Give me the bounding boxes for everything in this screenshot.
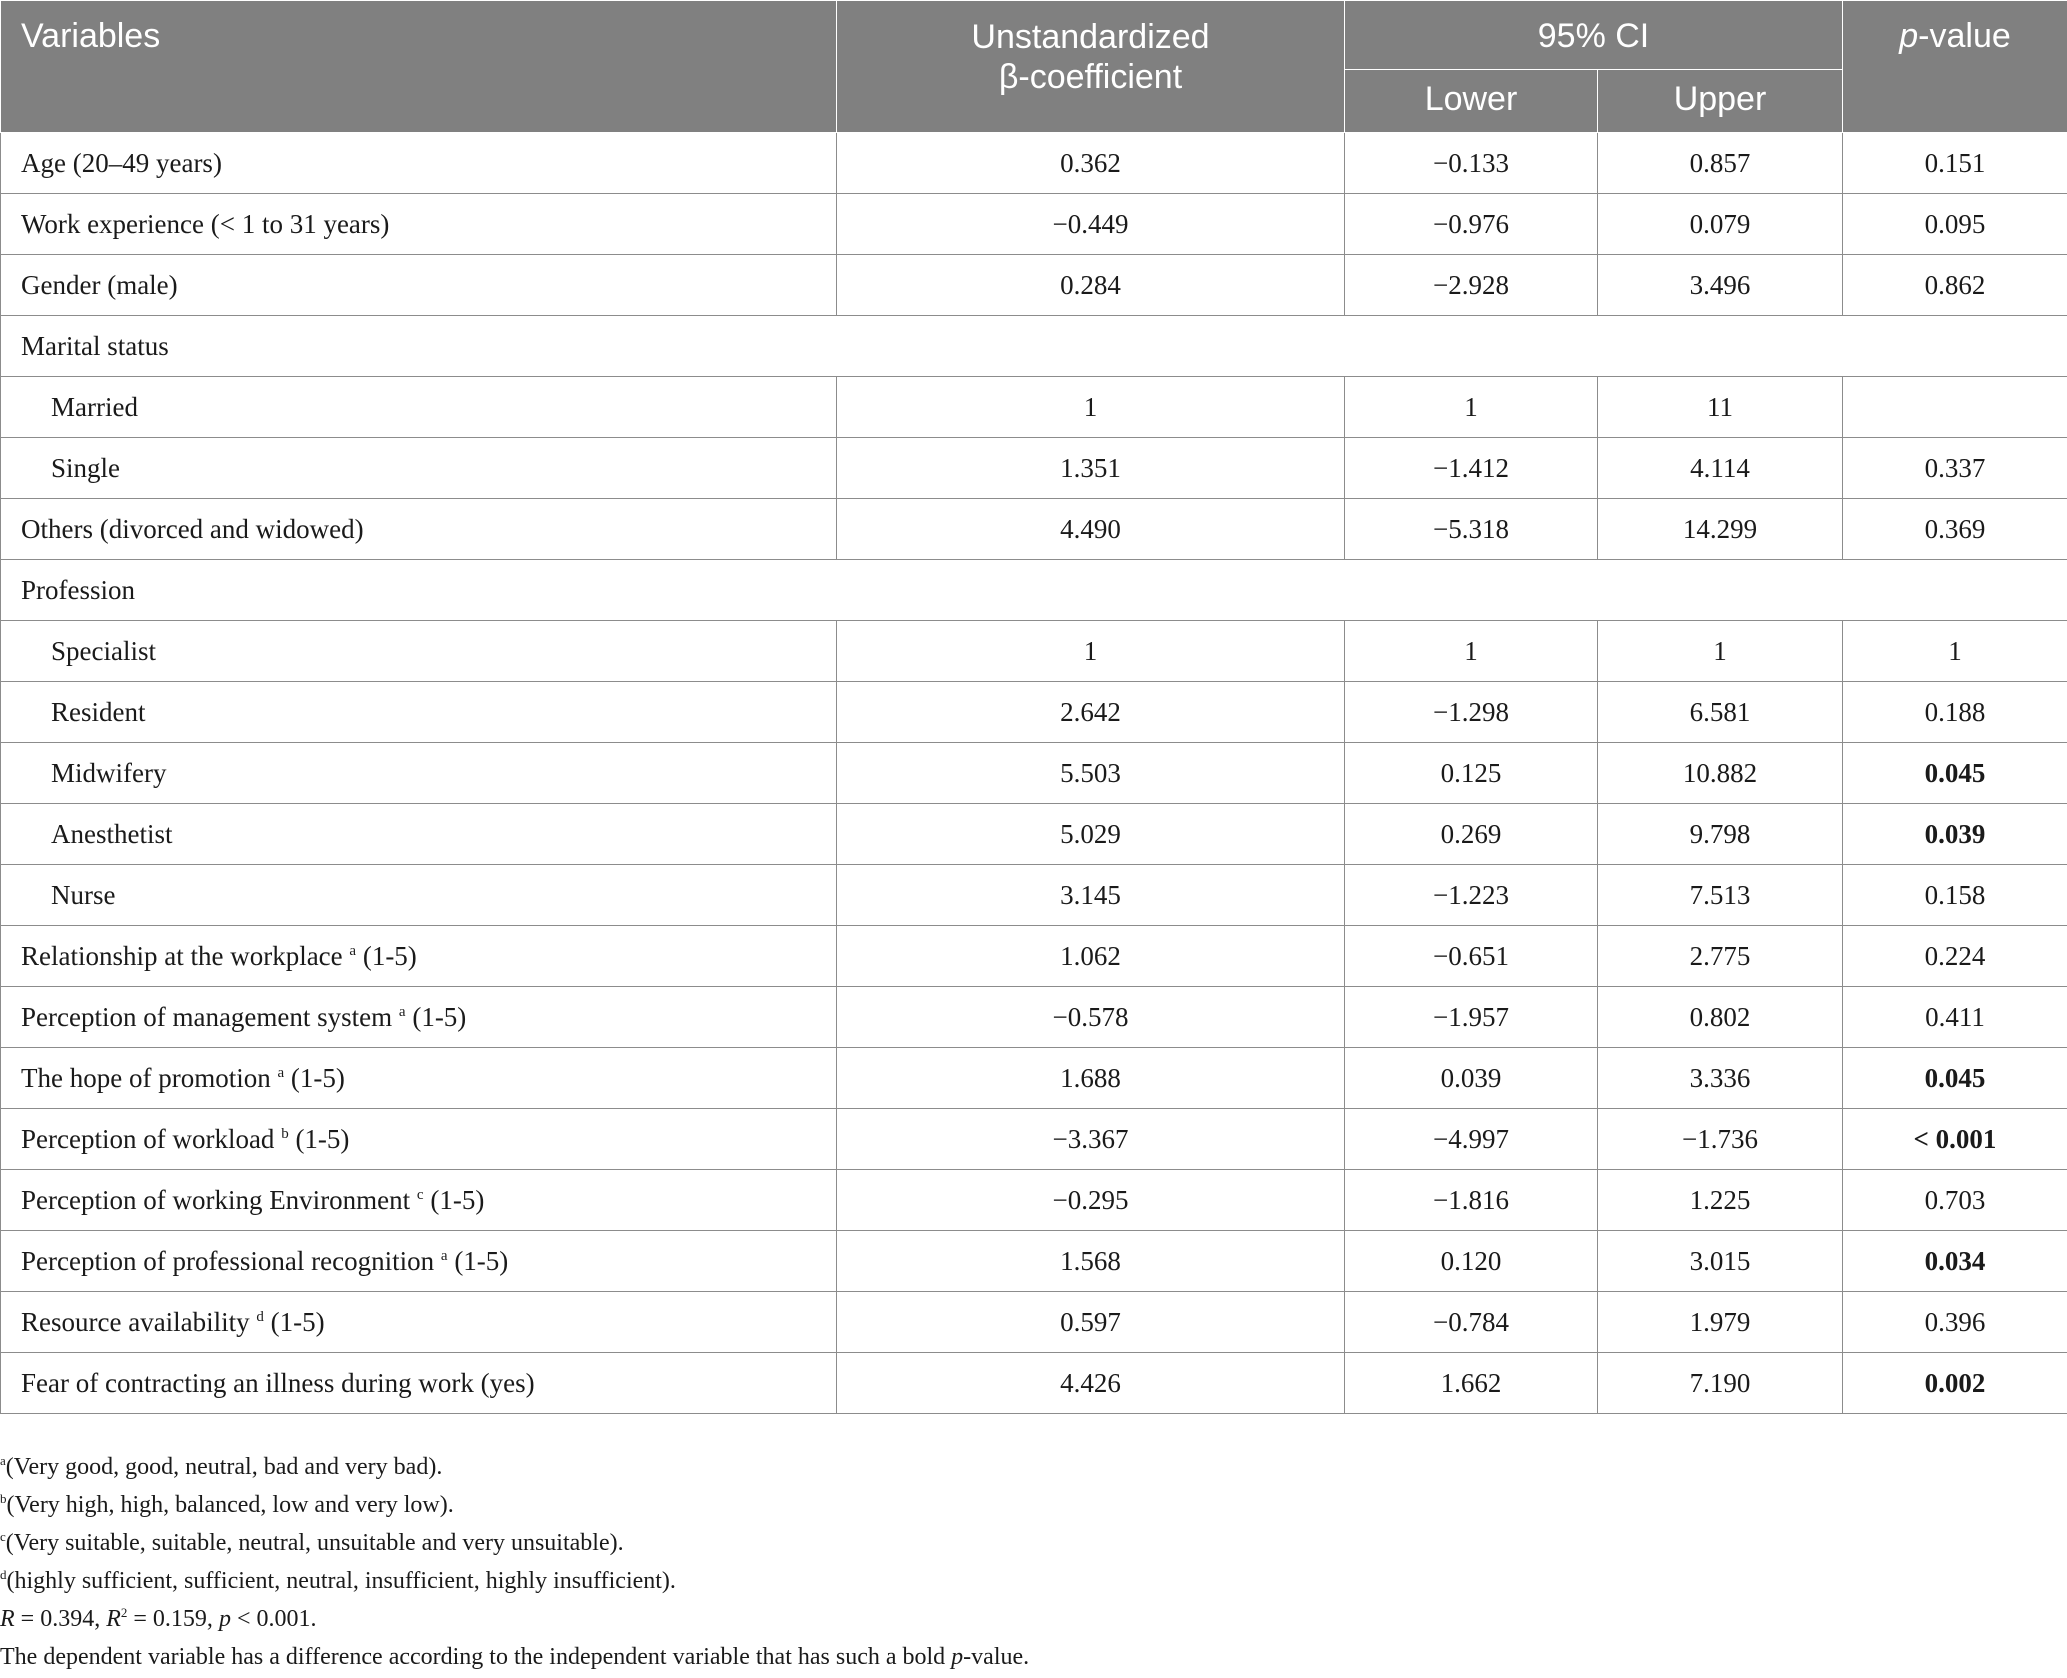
section-row-profession xyxy=(1,560,2067,621)
row-label: Resident xyxy=(1,682,837,743)
table-row xyxy=(1,865,2067,926)
cell-beta: −0.449 xyxy=(837,194,1345,255)
footnote-interpretation: The dependent variable has a difference according to the independent variable that has such a bold p-value. xyxy=(0,1644,1030,1670)
table-row xyxy=(1,621,2067,682)
cell-upper: 2.775 xyxy=(1598,926,1843,987)
row-label: Perception of professional recognition $^a$ (1-5) xyxy=(1,1231,837,1292)
row-label: Gender (male) xyxy=(1,255,837,316)
table-row xyxy=(1,1292,2067,1353)
cell-beta: 1.688 xyxy=(837,1048,1345,1109)
table-row xyxy=(1,1231,2067,1292)
cell-upper: 14.299 xyxy=(1598,499,1843,560)
cell-p: 0.862 xyxy=(1843,255,2067,316)
table-row xyxy=(1,1048,2067,1109)
table-row xyxy=(1,743,2067,804)
table-row xyxy=(1,194,2067,255)
table-row xyxy=(1,438,2067,499)
table-body xyxy=(1,133,2067,1414)
table-footnotes xyxy=(0,1448,2067,1676)
cell-upper: −1.736 xyxy=(1598,1109,1843,1170)
header-beta xyxy=(837,1,1345,133)
cell-p: 0.095 xyxy=(1843,194,2067,255)
cell-upper: 1 xyxy=(1598,621,1843,682)
cell-beta: 3.145 xyxy=(837,865,1345,926)
table-row xyxy=(1,1109,2067,1170)
table-row xyxy=(1,255,2067,316)
cell-lower: −1.957 xyxy=(1345,987,1598,1048)
cell-lower: 0.269 xyxy=(1345,804,1598,865)
cell-upper: 3.496 xyxy=(1598,255,1843,316)
cell-lower: 0.125 xyxy=(1345,743,1598,804)
cell-beta: 0.597 xyxy=(837,1292,1345,1353)
section-row-marital-status xyxy=(1,316,2067,377)
cell-p-significant: 0.034 xyxy=(1843,1231,2067,1292)
cell-p-significant: 0.045 xyxy=(1843,1048,2067,1109)
cell-lower: −0.976 xyxy=(1345,194,1598,255)
cell-beta: −0.578 xyxy=(837,987,1345,1048)
cell-lower: 1 xyxy=(1345,377,1598,438)
cell-lower: −1.298 xyxy=(1345,682,1598,743)
cell-p: 1 xyxy=(1843,621,2067,682)
cell-upper: 3.336 xyxy=(1598,1048,1843,1109)
cell-lower: −5.318 xyxy=(1345,499,1598,560)
cell-beta: 5.503 xyxy=(837,743,1345,804)
cell-beta: 1 xyxy=(837,377,1345,438)
cell-upper: 7.190 xyxy=(1598,1353,1843,1414)
cell-lower: −1.816 xyxy=(1345,1170,1598,1231)
cell-p: 0.188 xyxy=(1843,682,2067,743)
cell-lower: −0.133 xyxy=(1345,133,1598,194)
row-label: Perception of workload $^b$ (1-5) xyxy=(1,1109,837,1170)
cell-beta: −3.367 xyxy=(837,1109,1345,1170)
cell-lower: −0.651 xyxy=(1345,926,1598,987)
cell-lower: −2.928 xyxy=(1345,255,1598,316)
cell-upper: 0.857 xyxy=(1598,133,1843,194)
cell-upper: 0.079 xyxy=(1598,194,1843,255)
cell-beta: 4.426 xyxy=(837,1353,1345,1414)
cell-lower: 1 xyxy=(1345,621,1598,682)
cell-lower: 0.039 xyxy=(1345,1048,1598,1109)
cell-p-significant: 0.002 xyxy=(1843,1353,2067,1414)
table-header xyxy=(1,1,2067,133)
row-label: Married xyxy=(1,377,837,438)
cell-beta: 1.568 xyxy=(837,1231,1345,1292)
header-lower: Lower xyxy=(1345,70,1598,133)
row-label: Nurse xyxy=(1,865,837,926)
cell-upper: 11 xyxy=(1598,377,1843,438)
row-label: Age (20–49 years) xyxy=(1,133,837,194)
footnote-statistics: R = 0.394, $R^2 = 0.159$, p < 0.001. xyxy=(0,1605,317,1632)
header-variables: Variables xyxy=(1,1,837,133)
footnote-d: $^d$(highly sufficient, sufficient, neutral, insufficient, highly insufficient). xyxy=(0,1567,676,1594)
header-p-value: p-value xyxy=(1843,1,2067,133)
cell-upper: 9.798 xyxy=(1598,804,1843,865)
cell-p-significant: 0.039 xyxy=(1843,804,2067,865)
cell-beta: 5.029 xyxy=(837,804,1345,865)
cell-beta: 4.490 xyxy=(837,499,1345,560)
cell-p: 0.224 xyxy=(1843,926,2067,987)
table-row xyxy=(1,377,2067,438)
header-upper: Upper xyxy=(1598,70,1843,133)
cell-lower: 0.120 xyxy=(1345,1231,1598,1292)
row-label: Relationship at the workplace $^a$ (1-5) xyxy=(1,926,837,987)
table-row xyxy=(1,1170,2067,1231)
table-row xyxy=(1,987,2067,1048)
cell-upper: 7.513 xyxy=(1598,865,1843,926)
row-label: Single xyxy=(1,438,837,499)
row-label: Fear of contracting an illness during work (yes) xyxy=(1,1353,837,1414)
row-label: The hope of promotion $^a$ (1-5) xyxy=(1,1048,837,1109)
footnote-c: $^c$(Very suitable, suitable, neutral, unsuitable and very unsuitable). xyxy=(0,1529,624,1556)
cell-p: 0.703 xyxy=(1843,1170,2067,1231)
cell-upper: 1.979 xyxy=(1598,1292,1843,1353)
cell-p: 0.411 xyxy=(1843,987,2067,1048)
table-row xyxy=(1,804,2067,865)
cell-p: 0.151 xyxy=(1843,133,2067,194)
header-ci: 95% CI xyxy=(1345,1,1843,70)
table-row xyxy=(1,1353,2067,1414)
row-label: Perception of working Environment $^c$ (1-5) xyxy=(1,1170,837,1231)
row-label: Specialist xyxy=(1,621,837,682)
footnote-b: $^b$(Very high, high, balanced, low and very low). xyxy=(0,1491,454,1518)
cell-upper: 3.015 xyxy=(1598,1231,1843,1292)
cell-upper: 6.581 xyxy=(1598,682,1843,743)
cell-lower: −1.223 xyxy=(1345,865,1598,926)
cell-beta: 0.362 xyxy=(837,133,1345,194)
table-row xyxy=(1,926,2067,987)
header-beta-line1: Unstandardized xyxy=(971,18,1210,56)
footnote-a: $^a$(Very good, good, neutral, bad and very bad). xyxy=(0,1453,443,1480)
header-beta-line2: β-coefficient xyxy=(998,58,1183,96)
cell-p: 0.337 xyxy=(1843,438,2067,499)
cell-p: 0.396 xyxy=(1843,1292,2067,1353)
cell-upper: 0.802 xyxy=(1598,987,1843,1048)
cell-upper: 4.114 xyxy=(1598,438,1843,499)
cell-p xyxy=(1843,377,2067,438)
cell-beta: 1.351 xyxy=(837,438,1345,499)
cell-upper: 10.882 xyxy=(1598,743,1843,804)
row-label: Others (divorced and widowed) xyxy=(1,499,837,560)
cell-p: 0.369 xyxy=(1843,499,2067,560)
cell-lower: −0.784 xyxy=(1345,1292,1598,1353)
table-row xyxy=(1,133,2067,194)
row-label: Midwifery xyxy=(1,743,837,804)
cell-upper: 1.225 xyxy=(1598,1170,1843,1231)
cell-lower: −1.412 xyxy=(1345,438,1598,499)
cell-beta: −0.295 xyxy=(837,1170,1345,1231)
cell-p-significant: < 0.001 xyxy=(1843,1109,2067,1170)
cell-beta: 2.642 xyxy=(837,682,1345,743)
section-label: Profession xyxy=(1,560,2067,621)
cell-beta: 1.062 xyxy=(837,926,1345,987)
table-row xyxy=(1,499,2067,560)
section-label: Marital status xyxy=(1,316,2067,377)
cell-p: 0.158 xyxy=(1843,865,2067,926)
row-label: Anesthetist xyxy=(1,804,837,865)
cell-lower: 1.662 xyxy=(1345,1353,1598,1414)
row-label: Work experience (< 1 to 31 years) xyxy=(1,194,837,255)
table-row xyxy=(1,682,2067,743)
cell-lower: −4.997 xyxy=(1345,1109,1598,1170)
cell-beta: 1 xyxy=(837,621,1345,682)
cell-p-significant: 0.045 xyxy=(1843,743,2067,804)
row-label: Perception of management system $^a$ (1-5) xyxy=(1,987,837,1048)
cell-beta: 0.284 xyxy=(837,255,1345,316)
row-label: Resource availability $^d$ (1-5) xyxy=(1,1292,837,1353)
